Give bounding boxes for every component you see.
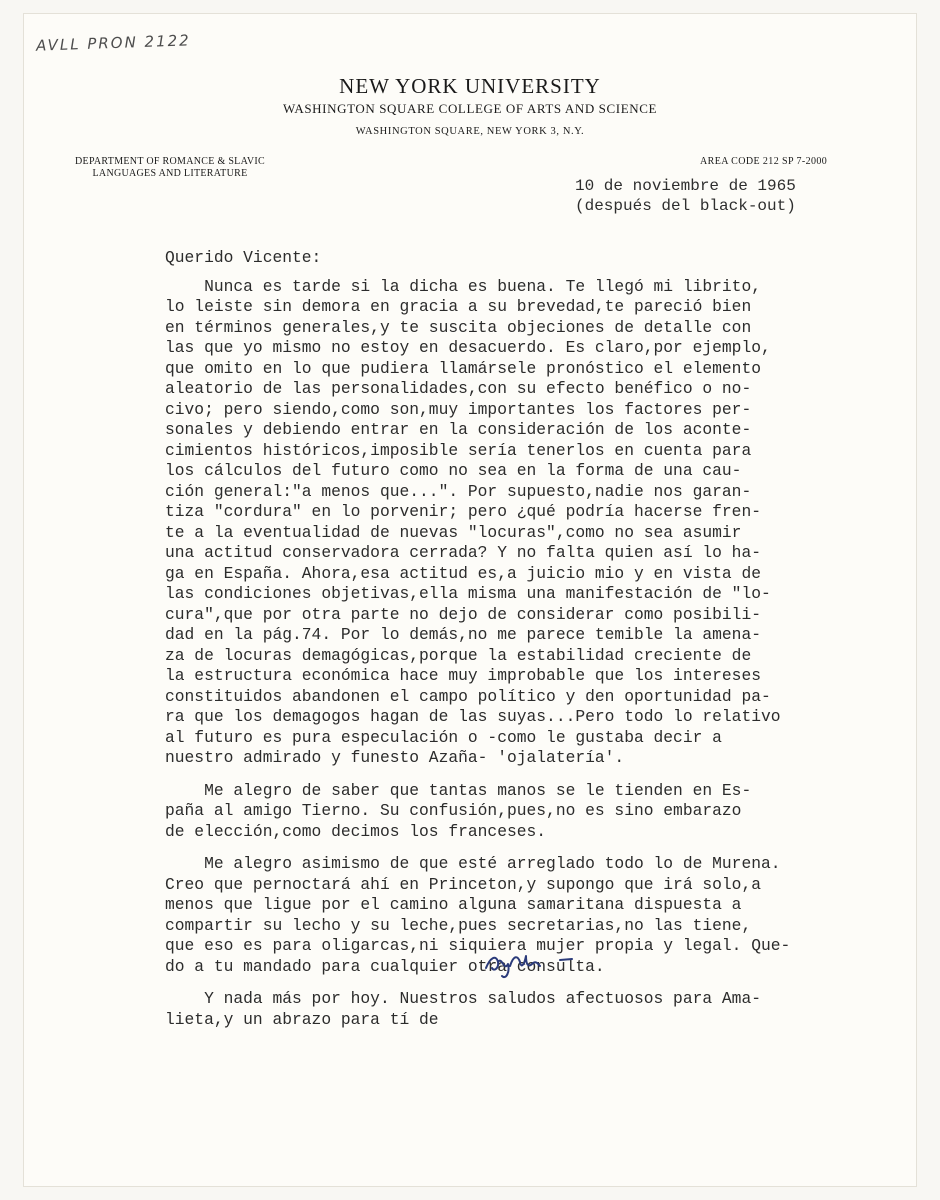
text-line: cimientos históricos,imposible sería tenerlos en cuenta para xyxy=(165,440,752,460)
paragraph xyxy=(165,989,790,1030)
text-line: cura",que por otra parte no dejo de considerar como posibili- xyxy=(165,604,761,624)
text-line: Nunca es tarde si la dicha es buena. Te llegó mi librito, xyxy=(165,276,761,296)
text-line: lo leiste sin demora en gracia a su brevedad,te pareció bien xyxy=(165,297,752,316)
signature-image xyxy=(480,942,590,982)
text-line: la estructura económica hace muy improbable que los intereses xyxy=(165,666,761,685)
letterhead-department xyxy=(40,156,300,180)
paragraph xyxy=(165,854,790,977)
paragraph-gap xyxy=(165,769,790,781)
letterhead-address: WASHINGTON SQUARE, NEW YORK 3, N.Y. xyxy=(355,126,585,137)
text-line: que eso es para oligarcas,ni siquiera mujer propia y legal. Que- xyxy=(165,936,791,955)
text-line: una actitud conservadora cerrada? Y no falta quien así lo ha- xyxy=(165,543,761,562)
text-line: paña al amigo Tierno. Su confusión,pues,no es sino embarazo xyxy=(165,801,742,820)
text-line: al futuro es pura especulación o -como le gustaba decir a xyxy=(165,727,722,747)
department-line: LANGUAGES AND LITERATURE xyxy=(92,168,248,179)
letterhead-university: NEW YORK UNIVERSITY xyxy=(339,74,601,98)
archive-reference-note: AVLL PRON 2122 xyxy=(35,31,191,55)
text-line: compartir su lecho y su leche,pues secretarias,no las tiene, xyxy=(165,915,752,935)
text-line: dad en la pág.74. Por lo demás,no me parece temible la amena- xyxy=(165,625,761,644)
text-line: za de locuras demagógicas,porque la estabilidad creciente de xyxy=(165,645,752,665)
text-line: las que yo mismo no estoy en desacuerdo. Es claro,por ejemplo, xyxy=(165,338,771,357)
text-line: Me alegro de saber que tantas manos se le tienden en Es- xyxy=(165,780,752,800)
text-line: constituidos abandonen el campo político y den oportunidad pa- xyxy=(165,686,771,706)
text-line: ga en España. Ahora,esa actitud es,a juicio mio y en vista de xyxy=(165,563,761,583)
paragraph-gap xyxy=(165,842,790,854)
text-line: Me alegro asimismo de que esté arreglado todo lo de Murena. xyxy=(165,854,781,873)
date-line: 10 de noviembre de 1965 xyxy=(575,177,796,195)
text-line: lieta,y un abrazo para tí de xyxy=(165,1009,439,1029)
text-line: en términos generales,y te suscita objeciones de detalle con xyxy=(165,317,752,337)
text-line: aleatorio de las personalidades,con su efecto benéfico o no- xyxy=(165,379,752,398)
text-line: sonales y debiendo entrar en la consideración de los aconte- xyxy=(165,420,752,439)
letter-paragraphs xyxy=(165,277,790,1031)
text-line: tiza "cordura" en lo porvenir; pero ¿qué podría hacerse fren- xyxy=(165,502,761,521)
salutation: Querido Vicente: xyxy=(165,248,322,267)
text-line: Creo que pernoctará ahí en Princeton,y supongo que irá solo,a xyxy=(165,874,761,894)
department-line: DEPARTMENT OF ROMANCE & SLAVIC xyxy=(75,156,265,167)
letter-date xyxy=(575,176,796,216)
text-line: las condiciones objetivas,ella misma una manifestación de "lo- xyxy=(165,584,771,603)
text-line: que omito en lo que pudiera llamársele pronóstico el elemento xyxy=(165,358,761,378)
paragraph xyxy=(165,781,790,843)
text-line: de elección,como decimos los franceses. xyxy=(165,821,547,841)
text-line: ra que los demagogos hagan de las suyas...Pero todo lo relativo xyxy=(165,707,781,726)
text-line: Y nada más por hoy. Nuestros saludos afectuosos para Ama- xyxy=(165,989,761,1008)
text-line: te a la eventualidad de nuevas "locuras",como no sea asumir xyxy=(165,522,742,542)
paragraph-gap xyxy=(165,977,790,989)
text-line: nuestro admirado y funesto Azaña- 'ojalatería'. xyxy=(165,748,625,767)
date-note: (después del black-out) xyxy=(575,197,796,215)
letter-body xyxy=(165,248,790,1030)
text-line: menos que ligue por el camino alguna samaritana dispuesta a xyxy=(165,895,742,914)
letterhead-college: WASHINGTON SQUARE COLLEGE OF ARTS AND SCIENCE xyxy=(282,101,658,116)
text-line: do a tu mandado para cualquier otra consulta. xyxy=(165,956,605,976)
text-line: ción general:"a menos que...". Por supuesto,nadie nos garan- xyxy=(165,481,752,501)
letterhead-phone: AREA CODE 212 SP 7-2000 xyxy=(700,156,828,167)
text-line: los cálculos del futuro como no sea en la forma de una cau- xyxy=(165,461,742,480)
text-line: civo; pero siendo,como son,muy importantes los factores per- xyxy=(165,399,752,419)
paragraph xyxy=(165,277,790,769)
